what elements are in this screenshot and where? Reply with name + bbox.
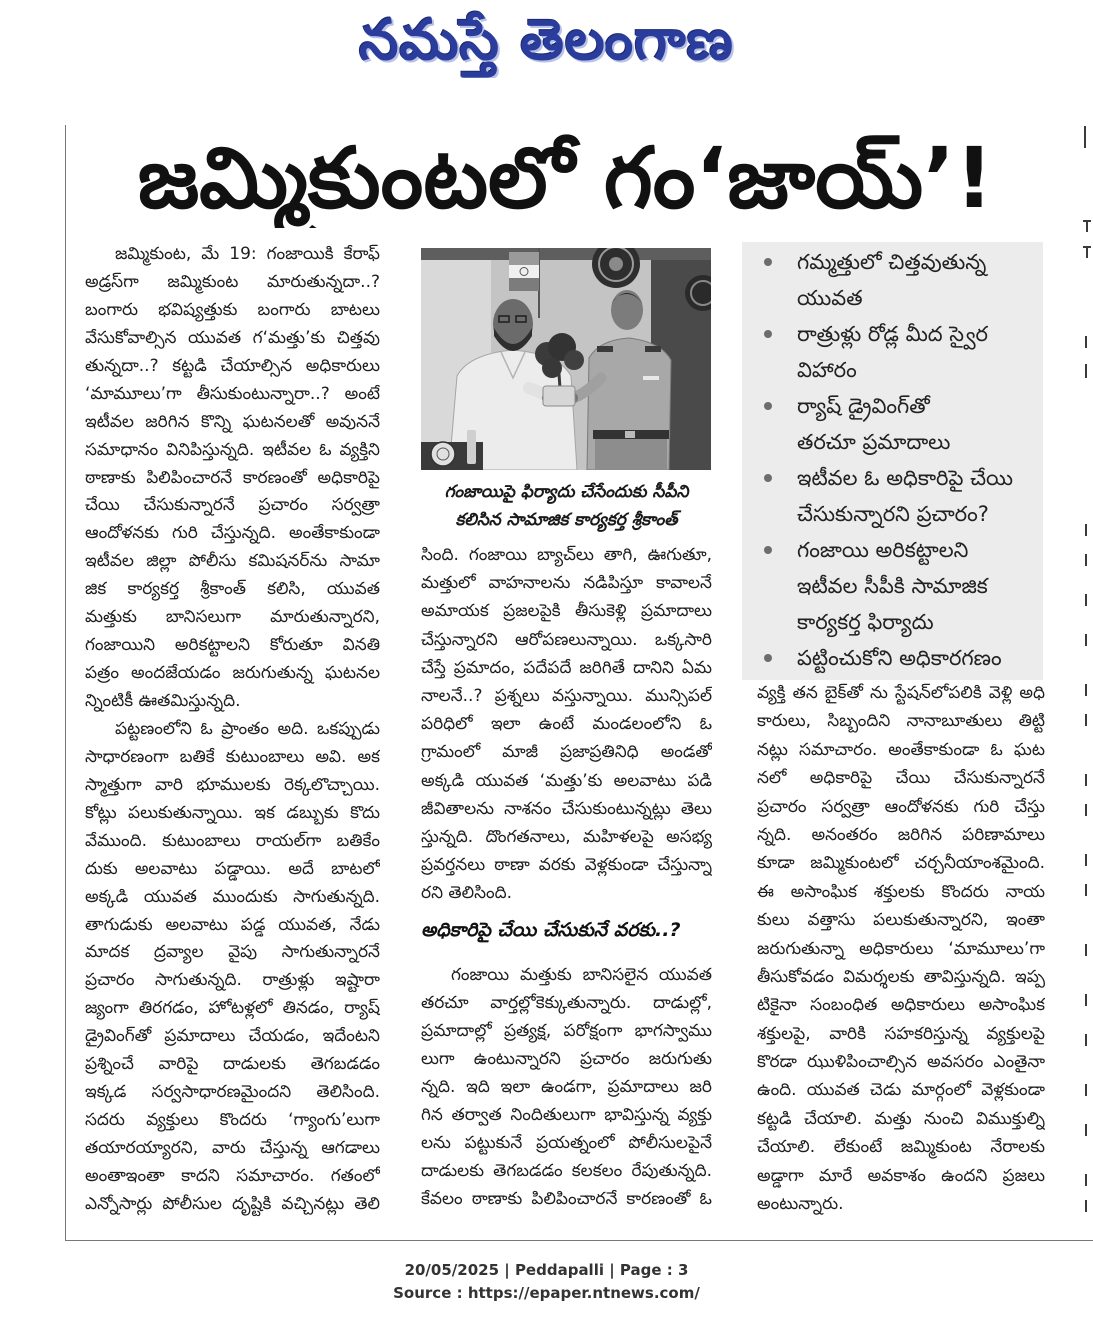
- body-text-line: అంటున్నారు.: [757, 1194, 844, 1215]
- bottom-border-rule: [65, 1240, 1093, 1241]
- body-text-line: కులు వత్తాసు పలుకుతున్నారని, ఇంతా: [757, 910, 1045, 931]
- body-text-line: స్తున్నది. దొంగతనాలు, మహిళలపై అసభ్య: [421, 826, 712, 847]
- body-text-line: కట్టడి చేయాలి. మత్తు నుంచి విముక్తుల్ని: [757, 1108, 1045, 1129]
- body-text-line: స్మాత్తుగా వారి భూములకు రెక్కలొచ్చాయి.: [85, 774, 380, 795]
- body-text-line: సాధారణంగా బతికే కుటుంబాలు అవి. అక: [85, 746, 380, 767]
- highlight-text-line: విహారం: [797, 358, 857, 382]
- highlight-item: [742, 460, 1043, 532]
- body-text-line: తయారయ్యారని, వారు చేస్తున్న ఆగడాలు: [85, 1138, 380, 1158]
- body-text-line: న్నింటికీ ఊతమిస్తున్నది.: [85, 691, 241, 711]
- highlight-text-line: చేసుకున్నారని ప్రచారం?: [797, 502, 989, 526]
- adjacent-column-edge: [1074, 120, 1093, 1245]
- body-text-line: గ్రామంలో మాజీ ప్రజాప్రతినిధి అండతో: [421, 742, 712, 763]
- body-text-line: చేస్తున్నారని ఆరోపణలున్నాయి. ఒక్కసారి: [421, 629, 712, 650]
- body-text-line: అడ్రస్‌గా జమ్మికుంట మారుతున్నదా..?: [85, 271, 380, 292]
- body-text-line: అమాయక ప్రజలపైకి తీసుకెళ్లి ప్రమాదాలు: [421, 601, 712, 622]
- body-text-line: న్నది. ఇది ఇలా ఉండగా, ప్రమాదాలు జరి: [421, 1077, 712, 1097]
- highlight-text-line: గంజాయి అరికట్టాలని: [797, 538, 969, 562]
- body-text-line: బంగారు భవిష్యత్తుకు బంగారు బాటలు: [85, 299, 380, 320]
- body-text-line: ఇక్కడ సర్వసాధారణమైందని తెలిసింది.: [85, 1082, 380, 1103]
- masthead: [285, 4, 808, 78]
- body-text-line: సమాధానం వినిపిస్తున్నది. ఇటీవల ఓ వ్యక్తిని: [85, 439, 380, 460]
- body-text-line: ప్రమాదాల్లో ప్రత్యక్ష, పరోక్షంగా భాగస్వాము: [421, 1021, 712, 1041]
- body-text-line: దాడులకు తెగబడడం కలకలం రేపుతున్నది.: [421, 1161, 712, 1181]
- highlight-text-line: ఇటీవల ఓ అధికారిపై చేయి: [797, 466, 1014, 490]
- article-photo: [421, 248, 711, 470]
- body-text-line: సదరు వ్యక్తులు కొందరు ‘గ్యాంగు’లుగా: [85, 1110, 380, 1131]
- body-text-line: అక్కడి యువత ‘మత్తు’కు అలవాటు పడి: [421, 770, 712, 791]
- body-text-line: జీవితాలను నాశనం చేసుకుంటున్నట్లు తెలు: [421, 798, 712, 819]
- bullet-dot-icon: [764, 546, 772, 554]
- body-text-line: కారులు, సిబ్బందిని నానాబూతులు తిట్టి: [757, 711, 1045, 732]
- body-text-line: జ్యంగా తిరగడం, హోటళ్లలో తినడం, ర్యాష్: [85, 998, 380, 1019]
- body-text-line: తున్నదా..? కట్టడి చేయాల్సిన అధికారులు: [85, 355, 380, 376]
- body-text-line: ‘మామూలు’గా తీసుకుంటున్నారా..? అంటే: [85, 383, 380, 404]
- body-text-line: నలో అధికారిపై చేయి చేసుకున్నారనే: [757, 768, 1045, 789]
- bullet-dot-icon: [764, 330, 772, 338]
- left-border-rule: [65, 125, 66, 1240]
- footer-source: Source : https://epaper.ntnews.com/: [393, 1284, 700, 1302]
- body-text-line: ఆందోళనకు గురి చేస్తున్నది. అంతేకాకుండా: [85, 523, 380, 544]
- body-text-line: మత్తులో వాహనాలను నడిపిస్తూ కావాలనే: [421, 573, 712, 594]
- photo-caption-line: గంజాయిపై ఫిర్యాదు చేసేందుకు సీపీని: [444, 482, 689, 502]
- highlight-text-line: గమ్మత్తులో చిత్తవుతున్న: [797, 250, 987, 274]
- highlight-item: [742, 640, 1043, 676]
- body-text-line: గంజాయి మత్తుకు బానిసలైన యువత: [451, 965, 712, 985]
- highlight-text-line: రాత్రుళ్లు రోడ్ల మీద స్వైర: [797, 322, 989, 346]
- body-text-line: కోట్లు పలుకుతున్నాయి. ఇక డబ్బుకు కొదు: [85, 802, 380, 823]
- body-text-line: మాదక ద్రవ్యాల వైపు సాగుతున్నారనే: [85, 942, 380, 963]
- body-text-line: ఇటీవల జరిగిన కొన్ని ఘటనలతో అవుననే: [85, 411, 380, 432]
- highlight-item: [742, 532, 1043, 640]
- article-subheading: అధికారిపై చేయి చేసుకునే వరకు..?: [421, 919, 681, 941]
- body-text-line: ప్రవర్తనలు ఠాణా వరకు వెళ్లకుండా చేస్తున్నా: [421, 855, 712, 876]
- highlight-item: [742, 316, 1043, 388]
- body-text-line: ఠాణాకు పిలిపించారనే కారణంతో అధికారిపై: [85, 467, 380, 488]
- body-text-line: పత్రం అందజేయడం జరుగుతున్న ఘటనల: [85, 663, 380, 684]
- footer-dateline: 20/05/2025 | Peddapalli | Page : 3: [404, 1261, 689, 1279]
- body-text-line: దుకు అలవాటు పడ్డాయి. అదే బాటలో: [85, 858, 380, 879]
- body-text-line: కూడా జమ్మికుంటలో చర్చనీయాంశమైంది.: [757, 853, 1045, 874]
- bullet-dot-icon: [764, 474, 772, 482]
- body-text-line: మత్తుకు బానిసలుగా మారుతున్నారని,: [85, 607, 380, 628]
- body-text-line: అక్కడి యువత ముందుకు సాగుతున్నది.: [85, 886, 380, 907]
- body-text-line: జిక కార్యకర్త శ్రీకాంత్ కలిసి, యువత: [85, 579, 380, 600]
- highlight-text-line: యువత: [797, 286, 863, 310]
- body-text-line: వ్యక్తి తన బైక్‌తో ను స్టేషన్‌లోపలికి వెళ్లి అధి: [757, 683, 1045, 703]
- highlights-box: [742, 242, 1043, 680]
- body-text-line: ఉంది. యువత చెడు మార్గంలో వెళ్లకుండా: [757, 1080, 1045, 1101]
- body-text-line: కేవలం ఠాణాకు పిలిపించారనే కారణంతో ఓ: [421, 1189, 712, 1209]
- body-text-line: సింది. గంజాయి బ్యాచ్‌లు తాగి, ఊగుతూ,: [421, 545, 712, 565]
- body-text-line: టికైనా సంబంధిత అధికారులు అసాంఘిక: [757, 995, 1045, 1016]
- body-text-line: గిన తర్వాత నిందితులుగా భావిస్తున్న వ్యక్తు: [421, 1105, 712, 1125]
- body-text-line: అంతాఇంతా కాదని సమాచారం. గతంలో: [85, 1165, 380, 1186]
- article-column-2-bottom: [421, 961, 712, 1213]
- photo-caption-line: కలిసిన సామాజిక కార్యకర్త శ్రీకాంత్: [455, 510, 678, 530]
- body-text-line: జరుగుతున్నా అధికారులు ‘మామూలు’గా: [757, 938, 1045, 959]
- body-text-line: తీసుకోవడం విమర్శలకు తావిస్తున్నది. ఇప్ప: [757, 966, 1045, 987]
- body-text-line: ఇటీవల జిల్లా పోలీసు కమిషనర్‌ను సామా: [85, 551, 380, 572]
- article-headline: జమ్మికుంటలో గం‘జాయ్’!: [137, 129, 994, 227]
- photo-caption: [421, 478, 712, 534]
- article-column-3: [757, 679, 1045, 1218]
- body-text-line: చేస్తే ప్రమాదం, పదేపదే జరిగితే దానిని ఏమ: [421, 657, 712, 678]
- body-text-line: శక్తులపై, వారికి సహకరిస్తున్న వ్యక్తులపై: [757, 1023, 1045, 1044]
- article-column-2-top: [421, 541, 712, 907]
- photo-top-panel: [421, 248, 711, 260]
- body-text-line: జమ్మికుంట, మే 19: గంజాయికి కేరాఫ్: [115, 244, 380, 264]
- body-text-line: ప్రచారం సాగుతున్నది. రాత్రుళ్లు ఇష్టారా: [85, 970, 380, 991]
- body-text-line: గంజాయిని అరికట్టాలని కోరుతూ వినతి: [85, 635, 380, 656]
- body-text-line: లను పట్టుకునే ప్రయత్నంలో పోలీసులపైనే: [421, 1133, 712, 1153]
- body-text-line: ప్రచారం సర్వత్రా ఆందోళనకు గురి చేస్తు: [757, 796, 1045, 817]
- highlight-item: [742, 244, 1043, 316]
- body-text-line: అడ్డాగా మారే అవకాశం ఉందని ప్రజలు: [757, 1165, 1045, 1186]
- highlight-item: [742, 388, 1043, 460]
- body-text-line: నాలనే..? ప్రశ్నలు వస్తున్నాయి. మున్సిపల్: [421, 685, 712, 706]
- highlight-text-line: ర్యాష్ డ్రైవింగ్‌తో: [797, 394, 930, 418]
- body-text-line: ప్రశ్నించే వారిపై దాడులకు తెగబడడం: [85, 1054, 380, 1075]
- body-text-line: పట్టణంలోని ఓ ప్రాంతం అది. ఒకప్పుడు: [115, 718, 380, 739]
- masthead-title: నమస్తే తెలంగాణ: [359, 8, 734, 73]
- body-text-line: వేముంది. కుటుంబాలు రాయల్‌గా బతికేం: [85, 830, 380, 851]
- body-text-line: ఎన్నోసార్లు పోలీసుల దృష్టికి వచ్చినట్లు తెలి: [85, 1193, 380, 1214]
- body-text-line: రని తెలిసింది.: [421, 883, 513, 904]
- bullet-dot-icon: [764, 402, 772, 410]
- bullet-dot-icon: [764, 258, 772, 266]
- body-text-line: చేయాలి. లేకుంటే జమ్మికుంట నేరాలకు: [757, 1137, 1045, 1158]
- body-text-line: న్నది. అనంతరం జరిగిన పరిణామాలు: [757, 824, 1045, 845]
- article-column-1: [85, 241, 380, 1219]
- body-text-line: పరిధిలో ఇలా ఉంటే మండలంలోని ఓ: [421, 714, 712, 735]
- body-text-line: డ్రైవింగ్‌తో ప్రమాదాలు చేయడం, ఇదేంటని: [85, 1026, 380, 1047]
- body-text-line: వేసుకోవాల్సిన యువత గ‘మత్తు’కు చిత్తవు: [85, 327, 380, 348]
- body-text-line: కొరడా ఝుళిపించాల్సిన అవసరం ఎంతైనా: [757, 1052, 1045, 1073]
- body-text-line: తరచూ వార్తల్లోకెక్కుతున్నారు. దాడుల్లో,: [421, 993, 712, 1013]
- highlight-text-line: ఇటీవల సీపీకి సామాజిక: [797, 574, 988, 598]
- body-text-line: నట్లు సమాచారం. అంతేకాకుండా ఓ ఘట: [757, 739, 1045, 760]
- highlight-text-line: తరచూ ప్రమాదాలు: [797, 430, 951, 454]
- body-text-line: ఈ అసాంఘిక శక్తులకు కొందరు నాయ: [757, 881, 1045, 902]
- bullet-dot-icon: [764, 654, 772, 662]
- highlight-text-line: పట్టించుకోని అధికారగణం: [797, 646, 1002, 670]
- body-text-line: చేయి చేసుకున్నారనే ప్రచారం సర్వత్రా: [85, 495, 380, 516]
- photo-scene: [421, 248, 711, 470]
- body-text-line: లుగా ఉంటున్నారని ప్రచారం జరుగుతు: [421, 1049, 712, 1069]
- highlight-text-line: కార్యకర్త ఫిర్యాదు: [797, 610, 934, 634]
- body-text-line: తాగుడుకు అలవాటు పడ్డ యువత, నేడు: [85, 914, 380, 935]
